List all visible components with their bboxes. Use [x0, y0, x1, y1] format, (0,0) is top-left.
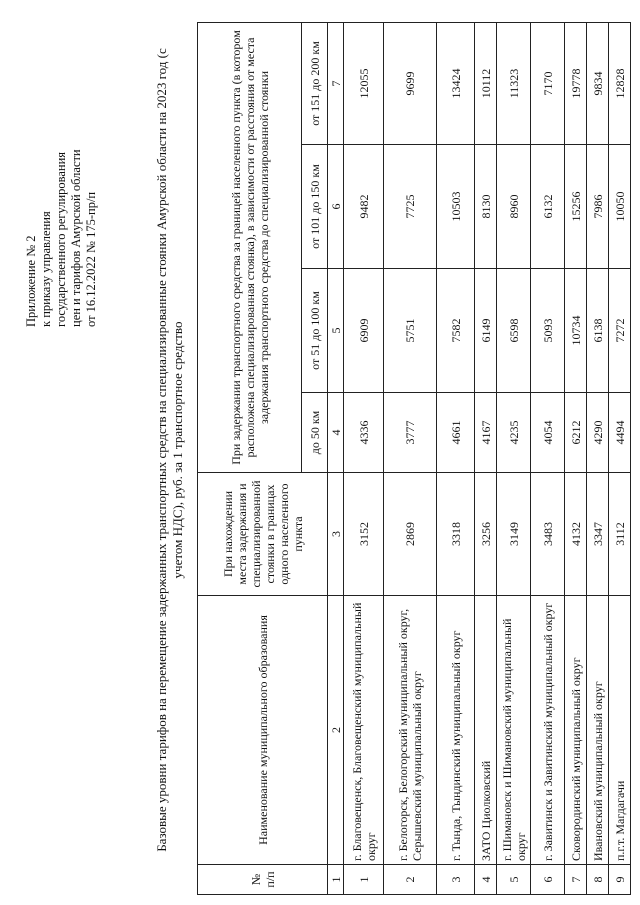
table-row	[475, 22, 497, 894]
municipality-name: г. Шимановск и Шимановский муниципальный округ	[497, 596, 531, 865]
header-51-100km: от 51 до 100 км	[302, 269, 328, 393]
tariff-101-150km: 7986	[587, 145, 609, 269]
tariff-up-to-50km: 6212	[565, 393, 587, 473]
header-number: № п/п	[198, 865, 328, 895]
tariff-up-to-50km: 4167	[475, 393, 497, 473]
approval-block	[24, 7, 99, 327]
tariff-within-locality: 3483	[531, 473, 565, 596]
tariff-up-to-50km: 3777	[384, 393, 437, 473]
tariff-table	[197, 22, 631, 895]
row-number: 3	[437, 865, 475, 895]
tariff-101-150km: 10050	[609, 145, 631, 269]
table-row	[384, 22, 437, 894]
approval-line: Приложение № 2	[24, 235, 38, 327]
municipality-name: г. Белогорск, Белогорский муниципальный округ, Серышевский муниципальный округ	[384, 596, 437, 865]
table-row	[565, 22, 587, 894]
tariff-151-200km: 19778	[565, 22, 587, 144]
tariff-within-locality: 3347	[587, 473, 609, 596]
tariff-151-200km: 13424	[437, 22, 475, 144]
tariff-151-200km: 12828	[609, 22, 631, 144]
table-row	[497, 22, 531, 894]
tariff-101-150km: 7725	[384, 145, 437, 269]
approval-line: от 16.12.2022 № 175-пр/п	[84, 191, 98, 327]
tariff-51-100km: 5093	[531, 269, 565, 393]
header-outside-locality-group: При задержании транспортного средства за границей населенного пункта (в котором расположена специализированная стоянка), в зависимости от расстояния от места задержания транспортного средства до специализированной стоянки	[198, 22, 302, 472]
tariff-51-100km: 6138	[587, 269, 609, 393]
table-row	[609, 22, 631, 894]
tariff-151-200km: 9699	[384, 22, 437, 144]
municipality-name: п.г.т. Магдагачи	[609, 596, 631, 865]
tariff-up-to-50km: 4235	[497, 393, 531, 473]
row-number: 9	[609, 865, 631, 895]
header-within-locality: При нахождении места задержания и специализированной стоянки в границах одного населенного пункта	[198, 473, 328, 596]
column-index: 1	[328, 865, 344, 895]
tariff-within-locality: 2869	[384, 473, 437, 596]
tariff-101-150km: 8960	[497, 145, 531, 269]
approval-line: цен и тарифов Амурской области	[69, 149, 83, 327]
table-row	[531, 22, 565, 894]
table-row	[344, 22, 384, 894]
column-index: 4	[328, 393, 344, 473]
row-number: 5	[497, 865, 531, 895]
tariff-101-150km: 15256	[565, 145, 587, 269]
header-up-to-50km: до 50 км	[302, 393, 328, 473]
tariff-51-100km: 6909	[344, 269, 384, 393]
column-index: 7	[328, 22, 344, 144]
tariff-151-200km: 10112	[475, 22, 497, 144]
municipality-name: г. Тында, Тындинский муниципальный округ	[437, 596, 475, 865]
tariff-101-150km: 9482	[344, 145, 384, 269]
tariff-within-locality: 3112	[609, 473, 631, 596]
tariff-within-locality: 4132	[565, 473, 587, 596]
approval-line: к приказу управления	[39, 211, 53, 327]
header-101-150km: от 101 до 150 км	[302, 145, 328, 269]
tariff-51-100km: 6149	[475, 269, 497, 393]
tariff-151-200km: 11323	[497, 22, 531, 144]
tariff-up-to-50km: 4054	[531, 393, 565, 473]
tariff-up-to-50km: 4661	[437, 393, 475, 473]
tariff-up-to-50km: 4336	[344, 393, 384, 473]
tariff-51-100km: 10734	[565, 269, 587, 393]
tariff-101-150km: 6132	[531, 145, 565, 269]
tariff-within-locality: 3149	[497, 473, 531, 596]
column-index: 2	[328, 596, 344, 865]
tariff-within-locality: 3318	[437, 473, 475, 596]
column-index: 5	[328, 269, 344, 393]
municipality-name: Ивановский муниципальный округ	[587, 596, 609, 865]
row-number: 7	[565, 865, 587, 895]
row-number: 2	[384, 865, 437, 895]
approval-line: государственного регулирования	[54, 151, 68, 327]
row-number: 8	[587, 865, 609, 895]
tariff-up-to-50km: 4494	[609, 393, 631, 473]
tariff-101-150km: 10503	[437, 145, 475, 269]
tariff-51-100km: 7272	[609, 269, 631, 393]
row-number: 4	[475, 865, 497, 895]
tariff-51-100km: 7582	[437, 269, 475, 393]
table-row	[437, 22, 475, 894]
municipality-name: г. Благовещенск, Благовещенский муниципальный округ	[344, 596, 384, 865]
column-index: 3	[328, 473, 344, 596]
column-index-row	[328, 22, 344, 894]
tariff-101-150km: 8130	[475, 145, 497, 269]
municipality-name: г. Завитинск и Завитинский муниципальный округ	[531, 596, 565, 865]
tariff-51-100km: 6598	[497, 269, 531, 393]
table-row	[587, 22, 609, 894]
column-index: 6	[328, 145, 344, 269]
tariff-151-200km: 7170	[531, 22, 565, 144]
municipality-name: Сковородинский муниципальный округ	[565, 596, 587, 865]
row-number: 6	[531, 865, 565, 895]
header-151-200km: от 151 до 200 км	[302, 22, 328, 144]
tariff-151-200km: 9834	[587, 22, 609, 144]
row-number: 1	[344, 865, 384, 895]
document-title: Базовые уровни тарифов на перемещение задержанных транспортных средств на специализированные стоянки Амурской области на 2023 год (с учетом НДС), руб. за 1 транспортное средство	[154, 48, 185, 852]
header-municipality: Наименование муниципального образования	[198, 596, 328, 865]
tariff-up-to-50km: 4290	[587, 393, 609, 473]
tariff-151-200km: 12055	[344, 22, 384, 144]
tariff-within-locality: 3152	[344, 473, 384, 596]
tariff-51-100km: 5751	[384, 269, 437, 393]
municipality-name: ЗАТО Циолковский	[475, 596, 497, 865]
tariff-within-locality: 3256	[475, 473, 497, 596]
